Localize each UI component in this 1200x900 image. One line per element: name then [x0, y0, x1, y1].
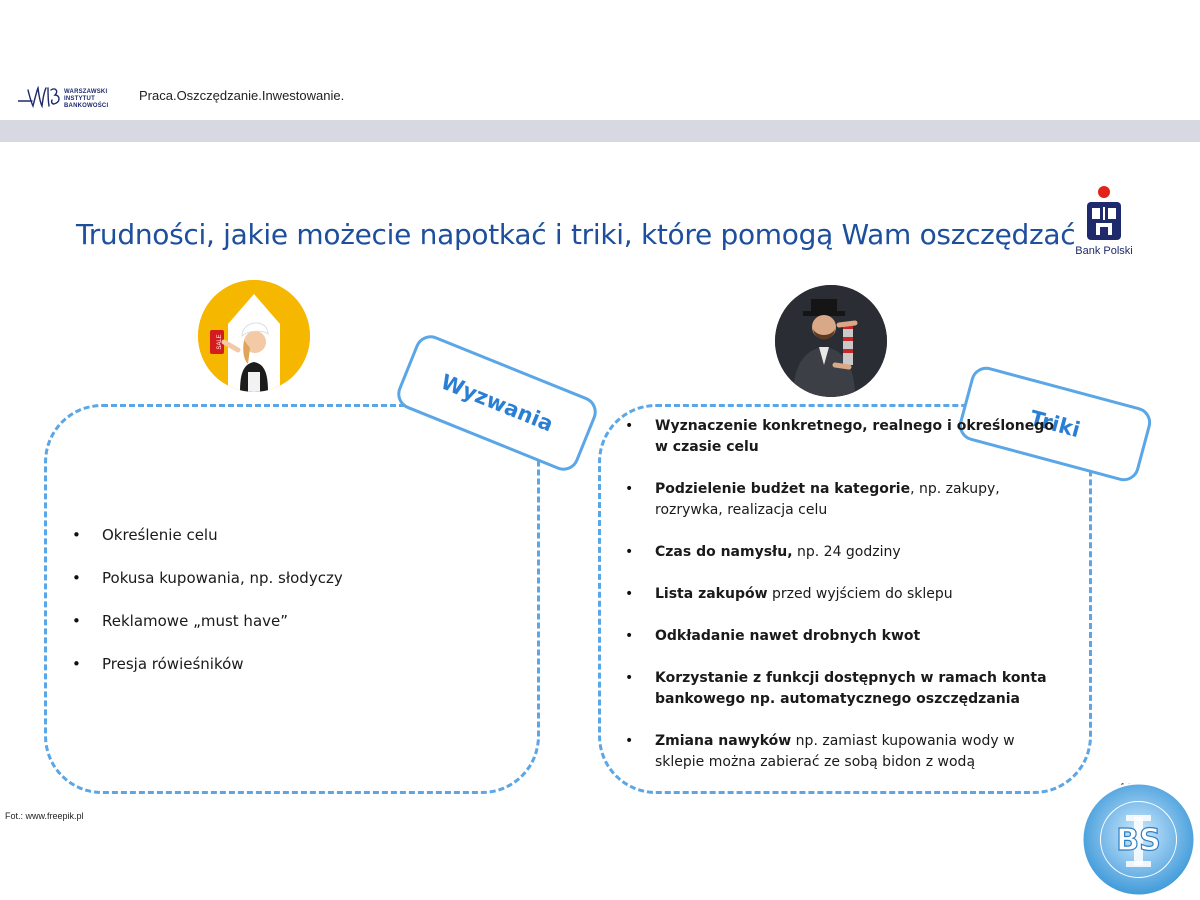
- header-divider-band: [0, 120, 1200, 142]
- trick-item-bold: Korzystanie z funkcji dostępnych w ramach konta bankowego np. automatycznego oszczędzania: [655, 670, 1047, 707]
- trick-item-bold: Lista zakupów: [655, 586, 768, 602]
- wib-logo-text: [64, 89, 108, 110]
- wib-logo-line: INSTYTUT: [64, 96, 95, 102]
- trick-item: [625, 416, 1065, 458]
- school-badge-letters: BS: [1116, 823, 1161, 858]
- trick-item-bold: Podzielenie budżet na kategorie: [655, 481, 911, 497]
- trick-item-bold: Czas do namysłu,: [655, 544, 793, 560]
- trick-item-bold: Odkładanie nawet drobnych kwot: [655, 628, 921, 644]
- trick-item: [625, 479, 1065, 521]
- wib-signature-icon: [18, 84, 62, 110]
- trick-item: [625, 731, 1065, 773]
- trick-item: [625, 584, 1065, 605]
- trick-item-bold: Wyznaczenie konkretnego, realnego i określonego w czasie celu: [655, 418, 1054, 455]
- trick-item: [625, 668, 1065, 710]
- trick-item-rest: przed wyjściem do sklepu: [767, 586, 953, 602]
- header: [0, 0, 1200, 120]
- challenge-item: • Pokusa kupowania, np. słodyczy: [72, 568, 512, 611]
- trick-item-rest: , np. zakupy, rozrywka, realizacja celu: [655, 481, 1000, 518]
- header-tagline: Praca.Oszczędzanie.Inwestowanie.: [139, 88, 345, 103]
- photo-magician-cards: [775, 285, 887, 397]
- tricks-list: [625, 416, 1065, 794]
- challenges-list: [72, 525, 512, 697]
- pko-bank-label: Bank Polski: [1075, 245, 1133, 257]
- girl-sale-illustration: [198, 280, 310, 392]
- pko-emblem-icon: [1072, 185, 1136, 245]
- photo-credit: Fot.: www.freepik.pl: [5, 811, 84, 821]
- challenge-item: • Presja rówieśników: [72, 654, 512, 697]
- tricks-tag-label: Triki: [1027, 405, 1083, 443]
- trick-item: [625, 542, 1065, 563]
- trick-item-rest: np. 24 godziny: [792, 544, 901, 560]
- svg-text:SALE: SALE: [217, 334, 223, 350]
- wib-logo[interactable]: [18, 80, 118, 114]
- challenge-item: • Określenie celu: [72, 525, 512, 568]
- challenge-item: • Reklamowe „must have”: [72, 611, 512, 654]
- wib-logo-line: BANKOWOŚCI: [64, 103, 109, 109]
- wib-logo-line: WARSZAWSKI: [64, 89, 108, 95]
- challenges-tag-label: Wyzwania: [437, 369, 557, 437]
- school-badge-logo: [1080, 781, 1197, 898]
- trick-item: [625, 626, 1065, 647]
- trick-item-rest: np. zamiast kupowania wody w sklepie można zabierać ze sobą bidon z wodą: [655, 733, 1015, 770]
- page-title: Trudności, jakie możecie napotkać i triki, które pomogą Wam oszczędzać: [76, 218, 1076, 251]
- photo-girl-sale: [198, 280, 310, 392]
- magician-illustration: [775, 285, 887, 397]
- trick-item-bold: Zmiana nawyków: [655, 733, 792, 749]
- pko-bank-logo[interactable]: [1072, 185, 1136, 261]
